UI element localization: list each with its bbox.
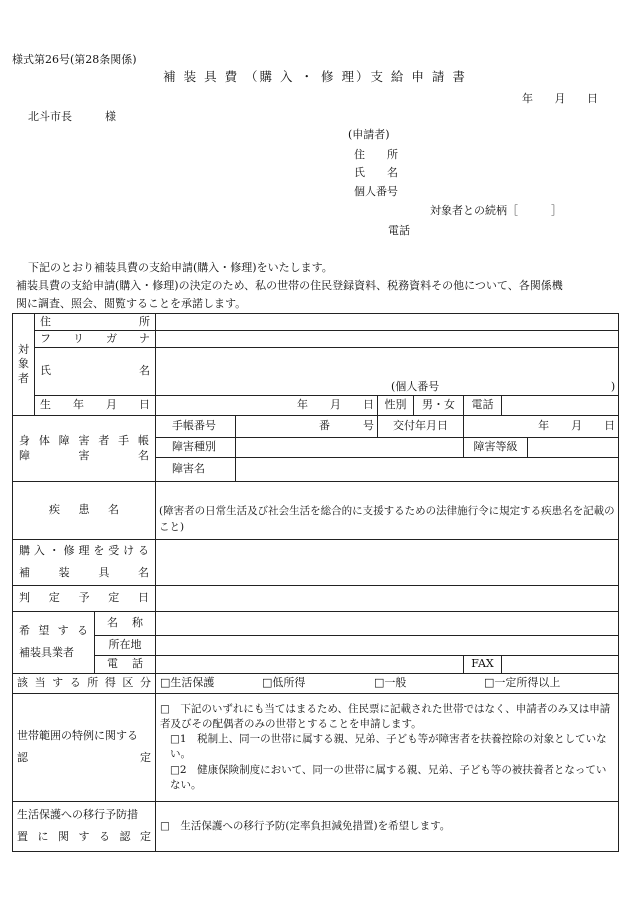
disability-name-label: 障害名 xyxy=(156,457,236,481)
application-table xyxy=(12,313,619,852)
subject-label: 対象者 xyxy=(13,314,35,416)
income-option-welfare[interactable]: □生活保護 xyxy=(160,676,215,690)
intro-line-3: 関に調査、照会、閲覧することを承諾します。 xyxy=(16,297,247,310)
device-field[interactable] xyxy=(156,539,619,585)
applicant-relation-label: 対象者との続柄［ ］ xyxy=(430,204,562,217)
date-line[interactable]: 年 月 日 xyxy=(522,92,598,105)
address-label: 住 所 xyxy=(35,314,156,331)
special-item-2[interactable]: □2 健康保険制度において、同一の世帯に属する親、兄弟、子ども等の被扶養者となっていない。 xyxy=(170,763,607,791)
name-label: 氏 名 xyxy=(35,347,156,395)
fax-field[interactable] xyxy=(502,655,619,673)
sex-label: 性別 xyxy=(378,395,414,415)
vendor-phone-field[interactable] xyxy=(156,655,464,673)
birth-label: 生 年 月 日 xyxy=(35,395,156,415)
judge-date-field[interactable] xyxy=(156,585,619,611)
special-checkbox[interactable]: □ 下記のいずれにも当てはまるため、住民票に記載された世帯ではなく、申請者のみ又は申請者及びその配偶者のみの世帯とすることを申請します。 xyxy=(160,702,611,730)
income-options xyxy=(156,673,619,693)
page-title: 補 装 具 費 （購 入 ・ 修 理）支 給 申 請 書 xyxy=(163,69,467,84)
personal-number-label: (個人番号 xyxy=(391,380,440,393)
intro-line-1: 下記のとおり補装具費の支給申請(購入・修理)をいたします。 xyxy=(28,261,333,274)
disability-grade-field[interactable] xyxy=(528,437,619,457)
vendor-address-label: 所在地 xyxy=(95,635,156,655)
vendor-label: 希 望 す る 補装具業者 xyxy=(13,611,95,673)
special-field xyxy=(156,693,619,801)
vendor-name-label: 名 称 xyxy=(95,611,156,635)
issue-date-field[interactable]: 年 月 日 xyxy=(464,415,619,437)
name-field[interactable] xyxy=(156,347,619,395)
handbook-label: 身 体 障 害 者 手 帳 障 害 名 xyxy=(13,415,156,481)
applicant-name-label: 氏 名 xyxy=(354,166,398,179)
furigana-field[interactable] xyxy=(156,330,619,347)
disease-field[interactable] xyxy=(156,481,619,539)
device-label: 購 入 ・ 修 理 を 受 け る 補 装 具 名 xyxy=(13,539,156,585)
address-field[interactable] xyxy=(156,314,619,331)
disability-grade-label: 障害等級 xyxy=(464,437,528,457)
addressee: 北斗市長 様 xyxy=(28,110,116,123)
phone-field[interactable] xyxy=(502,395,619,415)
issue-date-label: 交付年月日 xyxy=(378,415,464,437)
phone-label: 電話 xyxy=(464,395,502,415)
income-label: 該 当 す る 所 得 区 分 xyxy=(13,673,156,693)
income-option-low[interactable]: □低所得 xyxy=(262,676,306,690)
personal-number-close: ) xyxy=(610,380,616,393)
special-label: 世帯範囲の特例に関する 認 定 xyxy=(13,693,156,801)
furigana-label: フ リ ガ ナ xyxy=(35,330,156,347)
income-option-high[interactable]: □一定所得以上 xyxy=(484,676,561,690)
welfare-label: 生活保護への移行予防措 置 に 関 す る 認 定 xyxy=(13,801,156,851)
vendor-name-field[interactable] xyxy=(156,611,619,635)
income-option-general[interactable]: □一般 xyxy=(374,676,407,690)
judge-date-label: 判 定 予 定 日 xyxy=(13,585,156,611)
form-number: 様式第26号(第28条関係) xyxy=(12,53,137,66)
applicant-phone-label: 電話 xyxy=(388,224,410,237)
disability-type-field[interactable] xyxy=(236,437,464,457)
disability-name-field[interactable] xyxy=(236,457,619,481)
handbook-number-label: 手帳番号 xyxy=(156,415,236,437)
disability-type-label: 障害種別 xyxy=(156,437,236,457)
applicant-label: (申請者) xyxy=(348,128,390,141)
applicant-personal-number-label: 個人番号 xyxy=(354,185,398,198)
sex-field[interactable]: 男・女 xyxy=(414,395,464,415)
birth-date-field[interactable]: 年 月 日 xyxy=(156,395,378,415)
fax-label: FAX xyxy=(464,655,502,673)
vendor-phone-label: 電 話 xyxy=(95,655,156,673)
disease-label: 疾 患 名 xyxy=(13,481,156,539)
disease-note: (障害者の日常生活及び社会生活を総合的に支援するための法律施行令に規定する疾患名を記載のこと) xyxy=(159,505,615,534)
welfare-field[interactable]: □ 生活保護への移行予防(定率負担減免措置)を希望します。 xyxy=(156,801,619,851)
intro-line-2: 補装具費の支給申請(購入・修理)の決定のため、私の世帯の住民登録資料、税務資料その他について、各関係機 xyxy=(16,279,563,292)
handbook-number-field[interactable]: 番 号 xyxy=(236,415,378,437)
vendor-address-field[interactable] xyxy=(156,635,619,655)
special-item-1[interactable]: □1 税制上、同一の世帯に属する親、兄弟、子ども等が障害者を扶養控除の対象としていない。 xyxy=(170,733,607,761)
applicant-address-label: 住 所 xyxy=(354,148,398,161)
